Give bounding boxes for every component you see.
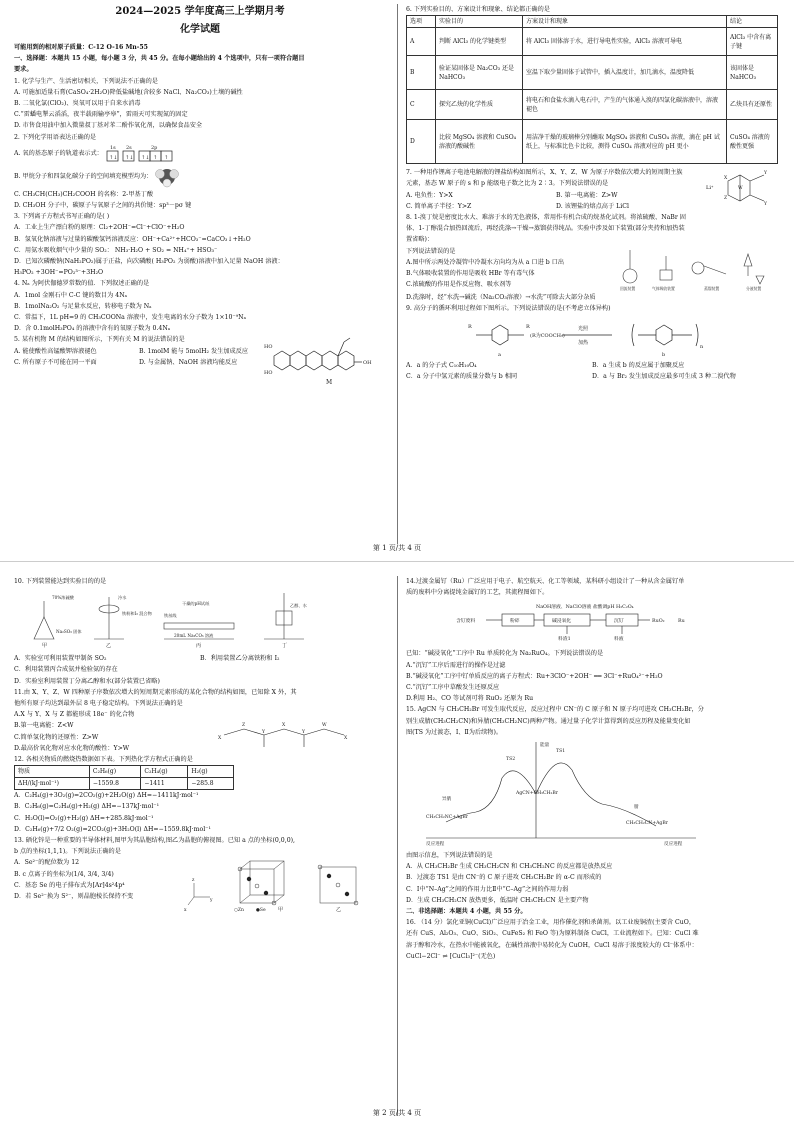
q9-condition-heat: 加热: [578, 340, 589, 347]
table-cell: 验证某固体是 Na₂CO₃ 还是 NaHCO₃: [436, 56, 523, 90]
q4-option-a: A．1mol 金刚石中 C-C 键的数目为 4Nₐ: [14, 291, 128, 299]
table-cell: CuSO₄ 溶液的酸性更强: [727, 120, 778, 164]
svg-text:↑↓: ↑↓: [140, 154, 150, 161]
q3-option-d-cont: H₃PO₂ +3OH⁻=PO₂³⁻+3H₂O: [14, 269, 104, 277]
svg-text:y: y: [210, 898, 213, 904]
q15-energy-diagram: [406, 738, 706, 846]
q15-option-c: C．Ⅰ中“N–Ag”之间的作用力比Ⅱ中“C–Ag”之间的作用力弱: [406, 885, 569, 893]
table-row: [407, 28, 778, 56]
section-1-heading: 一、选择题：本题共 15 小题，每小题 3 分，共 45 分。在每小题给出的 4 个选项中，只有一项符合题目: [14, 55, 305, 63]
table-row: [15, 766, 234, 778]
q14-given: 已知：“碱浸氧化”工序中 Ru 单质转化为 Na₂RuO₄。下列说法错误的是: [406, 650, 604, 658]
table-cell: A: [407, 28, 436, 56]
svg-text:X: X: [218, 736, 222, 742]
page-2-footer: 第 2 页/共 4 页: [372, 1109, 422, 1117]
question-13-cont: b 点的坐标(1,1,1)。下列说法正确的是: [14, 848, 121, 856]
q15-prompt: 由图示信息，下列说法错误的是: [406, 852, 493, 860]
q10-apparatus-yi: 乙: [106, 643, 112, 650]
svg-text:Y: Y: [764, 171, 767, 177]
table-cell: C: [407, 90, 436, 120]
q13-option-d: D．若 Se²⁻换为 S²⁻，则晶胞棱长保持不变: [14, 893, 134, 901]
q5-option-d: D. 与金属钠、NaOH 溶液均能反应: [139, 358, 238, 366]
q11-block: [14, 709, 386, 754]
hydroxyl-label-2: HO: [264, 370, 273, 377]
isonitrile-label: 异腈: [442, 797, 452, 803]
q14-option-b: B.“碱浸氧化”工序中钌单质反应的离子方程式：Ru+3ClO⁻+2OH⁻ ══ 3Cl⁻+RuO₄²⁻+H₂O: [406, 672, 663, 680]
q5-option-c: C. 所有原子不可能在同一平面: [14, 358, 97, 366]
q9-option-c: C．a 分子中氢元素的质量分数与 b 相同: [406, 373, 518, 381]
q10-apparatus-figure: [14, 587, 314, 649]
svg-text:↑↓: ↑↓: [108, 154, 118, 161]
q13-crystal-figure: [184, 857, 384, 913]
q14-flow-alkali-leach: 碱浸氧化: [552, 619, 572, 625]
se-legend: ●Se: [256, 908, 266, 914]
q7-option-c: C. 简单离子半径：Y>Z: [406, 202, 472, 210]
q15-option-a: A．从 CH₃CH₂Br 生成 CH₃CH₂CN 和 CH₃CH₂NC 的反应都是放热反应: [406, 863, 613, 871]
q4-option-b: B．1molNa₂O₂ 与足量水反应，转移电子数为 Nₐ: [14, 302, 152, 310]
lithium-salt-structure: [706, 167, 776, 211]
page-2: [0, 562, 794, 1123]
q10-apparatus-jia: 甲: [42, 643, 48, 650]
svg-text:W: W: [738, 186, 743, 192]
q12-option-d: D．C₂H₆(g)+7/2 O₂(g)=2CO₂(g)+3H₂O(l) ΔH=−1559.8kJ·mol⁻¹: [14, 825, 211, 833]
table-cell: C₂H₄(g): [141, 766, 188, 778]
q8-prompt: 下列说法错误的是: [406, 247, 456, 255]
q1-option-c: C.“雷蟠电掣云滔滔，夜半载雨输亭皋”，雷雨天可实现氮的固定: [14, 111, 188, 119]
q12-table: [14, 765, 234, 790]
q9-reaction-scheme: [442, 314, 742, 360]
q8-option-d: D.洗涤时，经“水洗→碱洗（Na₂CO₃溶液）→水洗”可除去大部分杂质: [406, 293, 596, 301]
cell-label-yi: 乙: [336, 907, 342, 914]
question-1: 1. 化学与生产、生活密切相关，下列说法不正确的是: [14, 77, 158, 85]
energy-axis-label: 能量: [540, 743, 550, 749]
q1-option-a: A. 可施加适量石膏(CaSO₄·2H₂O)降低盐碱地(含较多 NaCl、Na₂CO₃)土壤的碱性: [14, 88, 243, 96]
svg-text:X: X: [282, 723, 286, 729]
question-4: 4. Nₐ 为阿伏伽德罗常数的值．下列叙述正确的是: [14, 280, 150, 288]
q14-flow-chart: [406, 598, 706, 644]
q14-flow-crush: 粉碎: [510, 619, 520, 625]
reflux-apparatus-label: 回流装置: [620, 285, 636, 291]
svg-text:R: R: [468, 324, 472, 331]
svg-text:Z: Z: [724, 196, 728, 202]
question-8-cont: 体、1-丁醇混合加热回流后，再经洗涤→干燥→蒸馏获得纯品。实验中涉及如下装置(部分夹持和加热装: [406, 225, 685, 233]
question-3: 3. 下列离子方程式书写正确的是( ): [14, 213, 110, 221]
table-cell: −285.8: [188, 778, 234, 790]
table-cell: C₂H₆(g): [89, 766, 141, 778]
question-14: 14.过渡金属钌（Ru）广泛应用于电子、航空航天、化工等领域，某科研小组设计了一种从含金属钌单: [406, 578, 685, 585]
q14-option-c: C.“沉钌”工序中草酸发生还原反应: [406, 684, 500, 692]
question-13: 13. 硒化锌是一种重要的半导体材料,图甲为其晶胞结构,图乙为晶胞的俯视图。已知 a 点的坐标(0,0,0),: [14, 837, 296, 845]
q9-compound-a: a: [498, 352, 501, 359]
table-row: [407, 120, 778, 164]
molecule-m-structure: [264, 334, 384, 394]
separation-label: 分液装置: [746, 285, 762, 291]
column-divider: [397, 576, 398, 1116]
q9-option-d: D．a 与 Br₂ 发生加成反应最多可生成 3 种二溴代物: [592, 373, 736, 381]
svg-text:↑: ↑: [163, 154, 169, 161]
q11-option-b: B.第一电离能：Z<W: [14, 722, 74, 730]
svg-text:Y: Y: [262, 730, 265, 736]
zn-legend: ○Zn: [234, 908, 244, 914]
q9-reaction-figure: [406, 314, 778, 360]
question-11: 11.由 X、Y、Z、W 四种原子序数依次增大的短周期元素形成的某化合物的结构如图，已知除 X 外，其: [14, 688, 297, 696]
q1-option-d: D. 市售食用油中加入微量叔丁基对苯二酚作氧化剂，以确保食品安全: [14, 122, 203, 130]
q13-option-a: A．Se²⁻的配位数为 12: [14, 859, 80, 867]
q10-label-sodium-carbonate: 20mL Na₂CO₃ 溶液: [174, 633, 214, 639]
orbital-diagram: [103, 144, 183, 164]
table-cell: 探究乙炔的化学性质: [436, 90, 523, 120]
q14-option-d: D.利用 H₂、CO 等试剂可将 RuO₂ 还原为 Ru: [406, 695, 534, 703]
nitrile-product-label: CH₃CH₂CN+AgBr: [626, 821, 668, 827]
q10-option-b: B．利用装置乙分离铁粉和 I₂: [200, 655, 280, 663]
table-cell: 判断 AlCl₃ 的化学键类型: [436, 28, 523, 56]
table-cell: 用洁净干燥的玻璃棒分别蘸取 MgSO₄ 溶液和 CuSO₄ 溶液，滴在 pH 试纸上，与标准比色卡比较，测得 CuSO₄ 溶液对应的 pH 更小: [523, 120, 727, 164]
q14-option-a: A.“沉钌”工序后需进行的操作是过滤: [406, 661, 506, 669]
q3-option-b: B．氢氧化钠溶液与过量的碳酸氢钙溶液反应：OH⁻+Ca²⁺+HCO₃⁻=CaCO₃↓+H₂O: [14, 235, 251, 243]
q10-label-ph-paper: 干燥的pH试纸: [182, 601, 210, 607]
q9-option-b: B．a 生成 b 的反应属于加聚反应: [592, 362, 685, 370]
question-15-cont-2: 图(TS 为过渡态，Ⅰ、Ⅱ为后续物)。: [406, 728, 503, 736]
reactant-label: AgCN+CH₃CH₂Br: [516, 791, 558, 797]
svg-text:R: R: [526, 324, 530, 331]
q8-apparatus-figure: [616, 246, 776, 292]
q14-flow-residue: 料渣1: [558, 637, 571, 643]
table-cell: 比较 MgSO₄ 溶液和 CuSO₄ 溶液的酸碱性: [436, 120, 523, 164]
table-cell: 室温下取少量固体于试管中，插入温度计，加几滴水，温度降低: [523, 56, 727, 90]
question-15: 15. AgCN 与 CH₃CH₂Br 可发生取代反应，反应过程中 CN⁻的 C 原子和 N 原子均可进攻 CH₃CH₂Br，分: [406, 706, 704, 714]
q13-block: [14, 857, 386, 913]
molecule-m-label: M: [326, 379, 333, 387]
question-8-cont-2: 置省略)：: [406, 236, 434, 244]
q5-block: [14, 334, 386, 394]
q15-option-d: D．生成 CH₃CH₂CN 放热更多，低温时 CH₃CH₂CN 是主要产物: [406, 896, 589, 904]
question-2: 2. 下列化学用语表达正确的是: [14, 133, 97, 141]
svg-text:2s: 2s: [125, 144, 132, 151]
table-cell: 该固体是 NaHCO₃: [727, 56, 778, 90]
q10-apparatus-bing: 丙: [196, 643, 202, 650]
q9-compound-b: b: [662, 352, 666, 359]
section-1-heading-cont: 要求。: [14, 66, 33, 74]
svg-text:↑: ↑: [152, 154, 158, 161]
isonitrile-product-label: CH₃CH₂NC+AgBr: [426, 815, 468, 821]
svg-text:1s: 1s: [109, 144, 116, 151]
q8-option-a: A.图中所示两处冷凝管中冷凝水方向均为从 a 口进 b 口出: [406, 258, 565, 266]
lithium-ion-label: Li⁺: [706, 185, 714, 192]
table-cell: 将电石和食盐水滴入电石中，产生的气体通入溴的四氯化碳溶液中，溶液褪色: [523, 90, 727, 120]
table-cell: −1559.8: [89, 778, 141, 790]
q10-option-d: D．实验室利用装置丁分离乙醇和水(部分装置已省略): [14, 677, 160, 685]
svg-text:x: x: [184, 908, 187, 914]
q9-option-a: A．a 的分子式 C₁₀H₁₀O₄: [406, 362, 477, 370]
q8-option-b: B.气体吸收装置的作用是吸收 HBr 等有毒气体: [406, 270, 535, 278]
q10-option-a: A．实验室可利用装置甲制备 SO₂: [14, 655, 107, 663]
q10-label-sulfuric-acid: 70%浓硫酸: [52, 595, 74, 601]
page-1-right-column: [406, 0, 778, 560]
reaction-progress-right: 反应进程: [664, 842, 683, 847]
cell-label-jia: 甲: [278, 907, 284, 914]
q11-structure: [214, 709, 364, 753]
q6-table: [406, 15, 778, 164]
q6-header-conclusion: 结论: [727, 16, 778, 28]
q5-option-b: B. 1molM 能与 5molH₂ 发生加成反应: [139, 347, 249, 355]
gas-absorption-label: 气体吸收装置: [652, 285, 675, 291]
q13-option-b: B. c 点离子的坐标为(1/4, 3/4, 3/4): [14, 870, 114, 878]
exam-subtitle: 化学试题: [180, 24, 220, 35]
table-cell: ΔH/(kJ·mol⁻¹): [15, 778, 90, 790]
question-6: 6. 下列实验目的、方案设计和现象、结论都正确的是: [406, 6, 550, 13]
nitrile-label: 腈: [634, 805, 639, 811]
q3-option-a: A．工业上生产漂白粉的原理：Cl₂+2OH⁻=Cl⁻+ClO⁻+H₂O: [14, 224, 185, 232]
table-row: [407, 90, 778, 120]
q4-option-d: D．含 0.1molH₃PO₄ 的溶液中含有的氧原子数为 0.4Nₐ: [14, 325, 171, 333]
q10-option-c: C．利用装置丙合成氨并检验氨的存在: [14, 666, 118, 674]
distillation-label: 蒸馏装置: [704, 285, 720, 291]
exam-title: 2024—2025 学年度高三上学期月考: [115, 6, 285, 17]
question-16: 16. （14 分）氯化亚铜(CuCl)广泛应用于冶金工业，用作催化剂和杀菌剂。以工业废铜渣(主要含 CuO，: [406, 919, 696, 927]
svg-text:Y: Y: [764, 202, 767, 208]
table-row: [407, 56, 778, 90]
svg-text:Y: Y: [302, 730, 305, 736]
q6-header-option: 选项: [407, 16, 436, 28]
q7-block: [406, 167, 778, 212]
question-16-cont: 还有 CuS、Al₂O₃、CuO、SiO₂、CuFeS₂ 和 FeO 等)为原料制备 CuCl，工业流程如下。已知：CuCl 难: [406, 930, 699, 938]
q2-option-a: A. 氧的基态原子的轨道表示式：: [14, 150, 103, 158]
reaction-progress-left: 反应进程: [426, 842, 445, 847]
q3-option-c: C．用氨水吸收烟气中少量的 SO₂： NH₃·H₂O + SO₂ = NH₄⁺+ HSO₃⁻: [14, 246, 218, 254]
question-16-equation: CuCl−2Cl⁻ ⇌ [CuCl₃]²⁻(无色): [406, 952, 496, 960]
q8-option-c: C.浓硫酸的作用是作反应物、吸水剂等: [406, 281, 512, 289]
svg-text:↑↓: ↑↓: [124, 154, 134, 161]
page-2-left-column: [14, 576, 386, 1123]
table-cell: AlCl₃ 中含有离子键: [727, 28, 778, 56]
table-cell: −1411: [141, 778, 188, 790]
section-2-heading: 二、非选择题：本题共 4 小题，共 55 分。: [406, 908, 527, 916]
atomic-masses: 可能用到的相对原子质量：C-12 O-16 Mn-55: [14, 44, 148, 51]
svg-text:X: X: [724, 176, 728, 182]
page-1: [0, 0, 794, 561]
page-1-footer: 第 1 页/共 4 页: [372, 544, 422, 552]
hydroxyl-label-1: HO: [264, 344, 273, 351]
q7-option-d: D. 该锂盐的熔点高于 LiCl: [556, 202, 629, 210]
question-16-cont-2: 溶于醇和冷水，在热水中能被氧化，在碱性溶液中易转化为 CuOH，CuCl 易溶于浓度较大的 Cl⁻体系中：: [406, 941, 698, 949]
table-cell: 乙炔具有还原性: [727, 90, 778, 120]
svg-text:n: n: [700, 344, 704, 351]
question-14-cont: 质的废料中分离提纯金属钌的工艺，其流程图如下。: [406, 589, 549, 597]
hydroxyl-label-3: OH: [363, 360, 372, 367]
question-8: 8. 1-溴丁烷是密度比水大、难溶于水的无色液体，常用作有机合成的烷基化试剂。将浓硫酸、NaBr 固: [406, 214, 686, 222]
q11-option-c: C.简单氢化物的还原性：Z>W: [14, 733, 99, 741]
q11-option-a: A.X 与 Y、X 与 Z 都能形成 18e⁻ 的化合物: [14, 711, 135, 719]
question-7-cont: 元素，基态 W 原子的 s 和 p 能级电子数之比为 2∶3。下列说法错误的是: [406, 180, 609, 188]
question-11-cont: 他所有原子均达到最外层 8 电子稳定结构。下列说法正确的是: [14, 700, 183, 708]
table-cell: H₂(g): [188, 766, 234, 778]
table-cell: 物质: [15, 766, 90, 778]
q14-flow-liquor: 料液: [614, 637, 624, 643]
q5-option-a: A. 能使酸性高锰酸钾溶液褪色: [14, 347, 97, 355]
question-9: 9. 高分子的循环利用过程如下图所示。下列说法错误的是(不考虑立体异构): [406, 304, 611, 312]
q14-flow-ruo2: RuO₂: [652, 619, 665, 625]
svg-text:W: W: [322, 723, 327, 729]
q7-option-b: B. 第一电离能：Z>W: [556, 191, 618, 199]
q12-option-a: A．C₂H₄(g)+3O₂(g)=2CO₂(g)+2H₂O(g) ΔH=−1411kJ·mol⁻¹: [14, 792, 199, 800]
q10-label-iron-iodine: 铁粉和I₂ 混合物: [122, 611, 152, 617]
q2-option-d: D. CH₃OH 分子中，碳原子与氧原子之间的共价键：sp³－pσ 键: [14, 202, 192, 210]
q8-block: [406, 246, 778, 292]
q10-label-iron-wire: 铁丝线: [164, 613, 177, 619]
q14-flow-waste: 含钌废料: [456, 619, 476, 625]
question-5: 5. 某有机物 M 的结构如图所示，下列有关 M 的说法错误的是: [14, 336, 185, 344]
q15-option-b: B．过渡态 TS1 是由 CN⁻的 C 原子进攻 CH₃CH₂Br 的 α-C 而形成的: [406, 874, 602, 882]
q1-option-b: B. 二氧化氯(ClO₂)、臭氧可以用于自来水消毒: [14, 100, 141, 108]
table-cell: D: [407, 120, 436, 164]
q9-condition-light: 光照: [578, 326, 589, 333]
table-cell: 将 AlCl₃ 固体溶于水，进行导电性实验，AlCl₃ 溶液可导电: [523, 28, 727, 56]
page-1-left-column: [14, 0, 386, 560]
q14-flow-ru: Ru: [678, 619, 685, 625]
svg-text:z: z: [192, 878, 195, 884]
svg-text:Z: Z: [242, 723, 246, 729]
q2-option-a-row: [14, 143, 386, 165]
svg-text:X: X: [344, 736, 348, 742]
q9-reagent: (R为COOCH₃): [530, 333, 565, 340]
q13-option-c: C．基态 Se 的电子排布式为[Ar]4s²4p⁴: [14, 881, 125, 889]
q2-option-b: B. 甲烷分子和四氯化碳分子的空间填充模型均为：: [14, 173, 153, 181]
question-15-cont: 别生成腈(CH₃CH₂CN)和异腈(CH₃CH₂NC)两种产物。通过量子化学计算得到的反应历程及能量变化如: [406, 717, 691, 725]
q4-option-c: C．常温下，1L pH=9 的 CH₃COONa 溶液中，发生电离的水分子数为 1×10⁻⁹Nₐ: [14, 314, 246, 322]
ts2-label: TS2: [506, 757, 516, 763]
table-cell: B: [407, 56, 436, 90]
question-7: 7. 一种用作锂离子电池电解液的锂盐结构如图所示，X、Y、Z、W 为原子序数依次增大的短周期主族: [406, 169, 683, 177]
q10-label-ethanol-water: 乙醇、水: [290, 603, 307, 609]
space-filling-model: [152, 166, 182, 188]
question-10: 10. 下列装置能达到实验目的的是: [14, 578, 107, 585]
q6-header-design: 方案设计和现象: [523, 16, 727, 28]
svg-text:2p: 2p: [150, 144, 158, 151]
q10-label-sodium-sulfite: Na₂SO₃ 固体: [56, 629, 82, 635]
q11-option-d: D.最高价氧化物对应水化物的酸性：Y>W: [14, 744, 130, 752]
q2-option-b-row: [14, 165, 386, 189]
question-12: 12. 各相关物质的燃烧热数据如下表。下列热化学方程式正确的是: [14, 756, 193, 764]
q2-option-c: C. CH₃CH(CH₃)CH₂COOH 的名称：2-甲基丁酸: [14, 190, 154, 198]
table-row: [15, 778, 234, 790]
q10-apparatus-ding: 丁: [282, 643, 288, 650]
q12-option-c: C．H₂O(l)=O₂(g)+H₂(g) ΔH=+285.8kJ·mol⁻¹: [14, 814, 154, 822]
page-2-right-column: [406, 576, 778, 1123]
q14-flow-reagents: NaOH溶液、NaClO溶液 盐酸调pH H₂C₂O₄: [536, 605, 634, 611]
q10-label-cold-water: 冷水: [118, 595, 127, 601]
column-divider: [397, 4, 398, 544]
q12-option-b: B．C₂H₆(g)=C₂H₄(g)+H₂(g) ΔH=−137kJ·mol⁻¹: [14, 803, 160, 811]
q14-flow-precipitate: 沉钌: [614, 619, 624, 625]
q7-option-a: A. 电负性：Y>X: [406, 191, 453, 199]
ts1-label: TS1: [556, 749, 566, 755]
q3-option-d: D．已知次磷酸钠(NaH₂PO₂)属于正盐，向次磷酸( H₃PO₂ 为弱酸)溶液中加入足量 NaOH 溶液：: [14, 258, 284, 266]
q6-header-purpose: 实验目的: [436, 16, 523, 28]
